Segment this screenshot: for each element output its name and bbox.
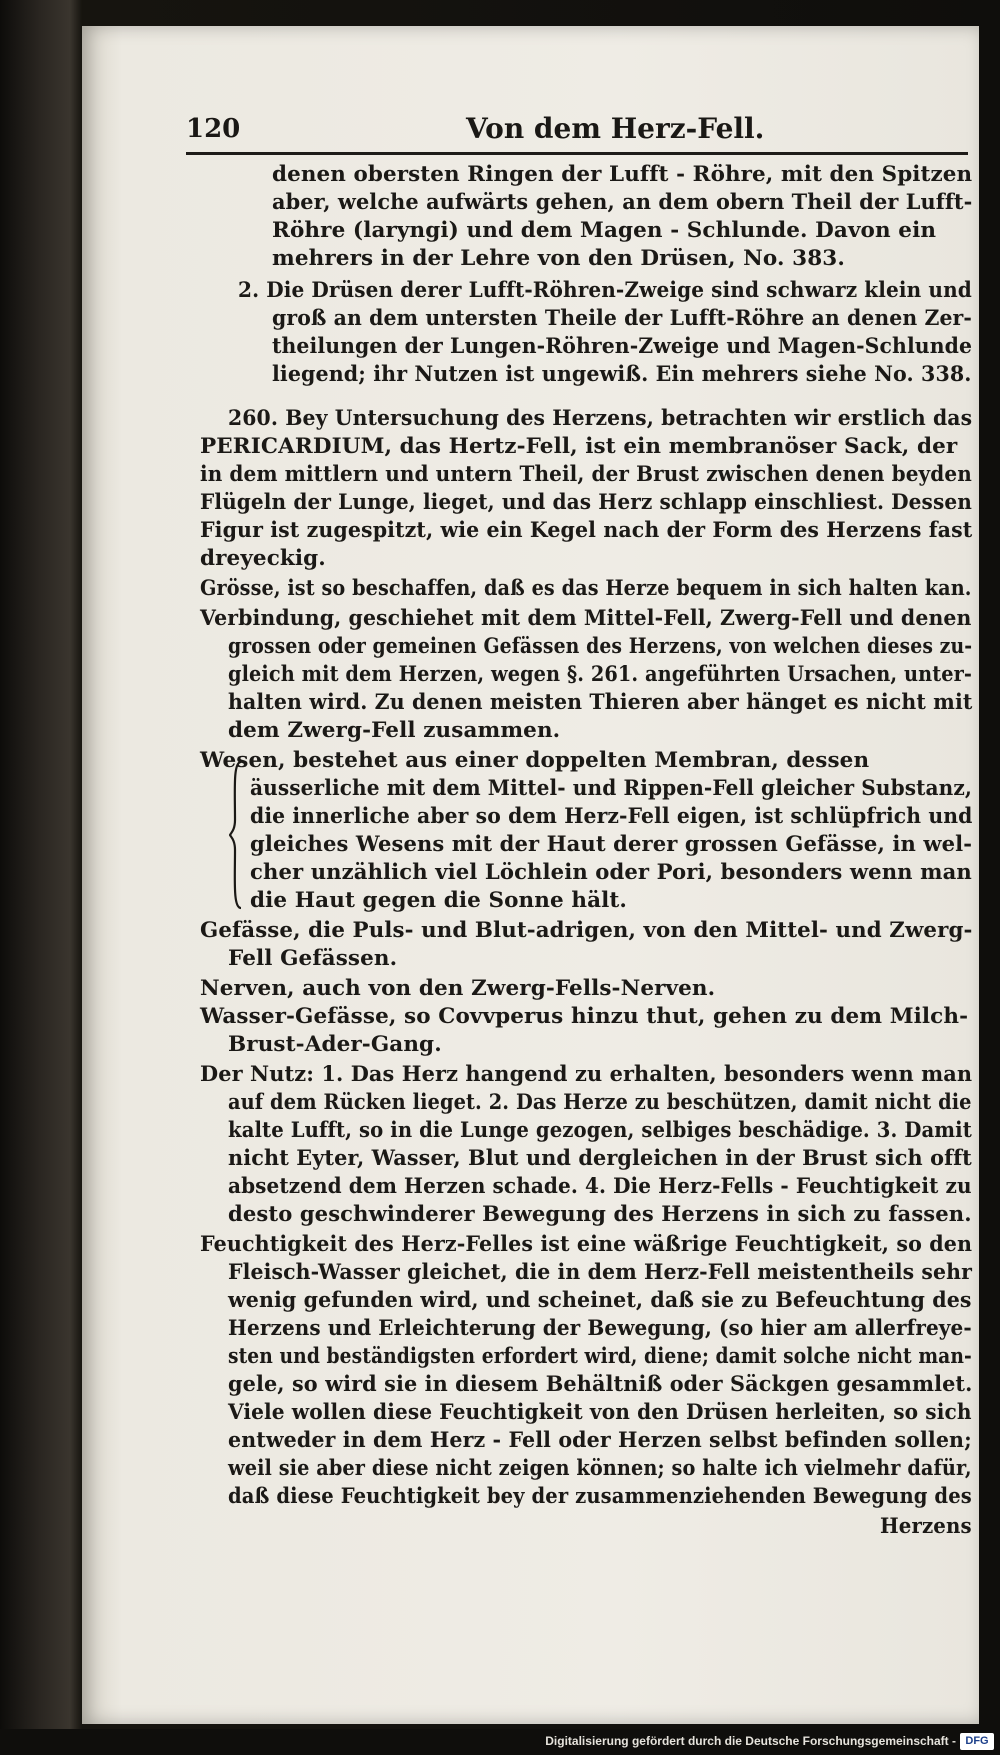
page-number: 120: [186, 114, 241, 144]
text-line: PERICARDIUM, das Hertz-Fell, ist ein membranöser Sack, der: [200, 434, 958, 459]
text-line: kalte Lufft, so in die Lunge gezogen, selbiges beschädige. 3. Damit: [228, 1118, 972, 1143]
text-line: in dem mittlern und untern Theil, der Brust zwischen denen beyden: [200, 462, 972, 487]
text-line: Figur ist zugespitzt, wie ein Kegel nach der Form des Herzens fast: [200, 518, 973, 543]
text-line: die innerliche aber so dem Herz-Fell eigen, ist schlüpfrich und: [250, 804, 973, 829]
text-line: groß an dem untersten Theile der Lufft-Röhre an denen Zer-: [272, 306, 972, 331]
text-line: Flügeln der Lunge, lieget, und das Herz schlapp einschliest. Dessen: [200, 490, 972, 515]
text-line: dreyeckig.: [200, 546, 326, 571]
text-line: Der Nutz: 1. Das Herz hangend zu erhalten, besonders wenn man: [200, 1062, 973, 1087]
text-line: nicht Eyter, Wasser, Blut und dergleichen in der Brust sich offt: [228, 1146, 972, 1171]
text-line: Feuchtigkeit des Herz-Felles ist eine wäßrige Feuchtigkeit, so den: [200, 1232, 973, 1257]
digitization-footer: [0, 1729, 1000, 1755]
text-line: 2. Die Drüsen derer Lufft-Röhren-Zweige sind schwarz klein und: [238, 278, 972, 303]
text-line: absetzend dem Herzen schade. 4. Die Herz-Fells - Feuchtigkeit zu: [228, 1174, 972, 1199]
text-line: Wesen, bestehet aus einer doppelten Membran, dessen: [200, 748, 870, 773]
text-line: Gefässe, die Puls- und Blut-adrigen, von den Mittel- und Zwerg-: [200, 918, 973, 943]
text-line: daß diese Feuchtigkeit bey der zusammenziehenden Bewegung des: [228, 1484, 972, 1509]
text-line: aber, welche aufwärts gehen, an dem obern Theil der Lufft-: [272, 190, 973, 215]
dfg-logo: DFG: [960, 1733, 994, 1750]
text-line: Wasser-Gefässe, so Covvperus hinzu thut, gehen zu dem Milch-: [200, 1004, 969, 1029]
text-line: wenig gefunden wird, und scheinet, daß sie zu Befeuchtung des: [228, 1288, 972, 1313]
text-line: Viele wollen diese Feuchtigkeit von den Drüsen herleiten, so sich: [228, 1400, 972, 1425]
text-line: theilungen der Lungen-Röhren-Zweige und Magen-Schlunde: [272, 334, 973, 359]
text-line: sten und beständigsten erfordert wird, diene; damit solche nicht man-: [228, 1344, 972, 1369]
text-line: gleiches Wesens mit der Haut derer grossen Gefässe, in wel-: [250, 832, 973, 857]
text-line: Brust-Ader-Gang.: [228, 1032, 442, 1057]
text-line: Herzens und Erleichterung der Bewegung, (so hier am allerfreye-: [228, 1316, 972, 1341]
text-line: die Haut gegen die Sonne hält.: [250, 888, 628, 913]
funding-credit: Digitalisierung gefördert durch die Deutsche Forschungsgemeinschaft -: [545, 1734, 956, 1748]
text-line: 260. Bey Untersuchung des Herzens, betrachten wir erstlich das: [228, 406, 973, 431]
text-line: desto geschwinderer Bewegung des Herzens in sich zu fassen.: [228, 1202, 972, 1227]
text-line: grossen oder gemeinen Gefässen des Herzens, von welchen dieses zu-: [228, 634, 973, 659]
curly-brace-icon: [229, 760, 243, 910]
text-line: Fell Gefässen.: [228, 946, 398, 971]
running-title: Von dem Herz-Fell.: [466, 112, 765, 145]
text-line: denen obersten Ringen der Lufft - Röhre, mit den Spitzen: [272, 162, 973, 187]
text-line: entweder in dem Herz - Fell oder Herzen selbst befinden sollen;: [228, 1428, 972, 1453]
text-line: gleich mit dem Herzen, wegen §. 261. angeführten Ursachen, unter-: [228, 662, 973, 687]
text-line: liegend; ihr Nutzen ist ungewiß. Ein mehrers siehe No. 338.: [272, 362, 972, 387]
text-line: dem Zwerg-Fell zusammen.: [228, 718, 561, 743]
text-line: halten wird. Zu denen meisten Thieren aber hänget es nicht mit: [228, 690, 973, 715]
text-line: mehrers in der Lehre von den Drüsen, No. 383.: [272, 246, 845, 271]
running-header: [186, 108, 968, 155]
text-line: Nerven, auch von den Zwerg-Fells-Nerven.: [200, 976, 716, 1001]
text-line: äusserliche mit dem Mittel- und Rippen-Fell gleicher Substanz,: [250, 776, 972, 801]
text-line: Röhre (laryngi) und dem Magen - Schlunde. Davon ein: [272, 218, 937, 243]
text-line: Fleisch-Wasser gleichet, die in dem Herz-Fell meistentheils sehr: [228, 1260, 972, 1285]
text-line: weil sie aber diese nicht zeigen können; so halte ich vielmehr dafür,: [228, 1456, 972, 1481]
catchword: Herzens: [880, 1514, 972, 1539]
text-line: auf dem Rücken lieget. 2. Das Herze zu beschützen, damit nicht die: [228, 1090, 972, 1115]
text-line: Grösse, ist so beschaffen, daß es das Herze bequem in sich halten kan.: [200, 576, 972, 601]
text-line: cher unzählich viel Löchlein oder Pori, besonders wenn man: [250, 860, 972, 885]
text-line: gele, so wird sie in diesem Behältniß oder Säckgen gesammlet.: [228, 1372, 973, 1397]
text-line: Verbindung, geschiehet mit dem Mittel-Fell, Zwerg-Fell und denen: [200, 606, 972, 631]
